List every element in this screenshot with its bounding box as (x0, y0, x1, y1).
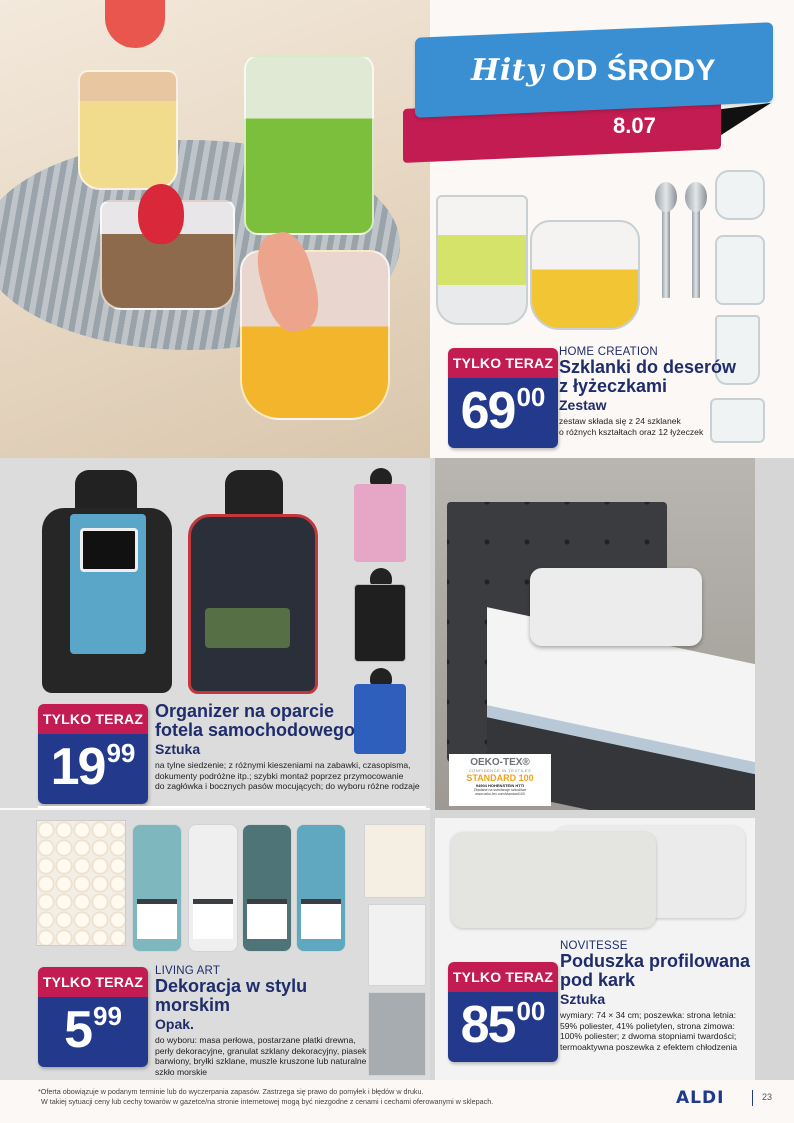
neck-pillow-section (430, 818, 794, 1080)
strawberry-image (138, 184, 184, 244)
dark-granulate-jar-image (242, 824, 292, 952)
product-brand: LIVING ART (155, 965, 221, 977)
wood-flakes-bag-image (368, 904, 426, 986)
product-brand: NOVITESSE (560, 940, 628, 952)
product-unit: Zestaw (559, 397, 607, 413)
page-number: 23 (762, 1092, 773, 1102)
pearls-box-image (36, 820, 126, 946)
small-glass-image (715, 170, 765, 220)
section-divider (38, 806, 426, 808)
tag-label: TYLKO TERAZ (448, 348, 558, 378)
drink-glass-image (105, 0, 165, 48)
price: 19 99 (38, 734, 148, 804)
car-organizer-section (0, 458, 430, 808)
product-unit: Opak. (155, 1016, 194, 1032)
page-separator (752, 1090, 753, 1106)
product-unit: Sztuka (155, 741, 201, 757)
mug-glass-image (715, 235, 765, 305)
promo-date: 8.07 (613, 112, 656, 138)
promo-banner (415, 22, 773, 118)
footed-glass-image (436, 195, 528, 325)
footer (0, 1080, 794, 1123)
oeko-tex-badge: OEKO-TEX® CONFIDENCE IN TEXTILES STANDARD 100 94904 HOHENSTEIN HTTI Zbadane na substancje szkodliwe www.oeko-tex.com/standard100 (449, 754, 551, 806)
product-name: Dekoracja w stylu morskim (155, 976, 308, 1015)
disclaimer: *Oferta obowiązuje w podanym terminie lub do wyczerpania zapasów. Zastrzega się prawo do pomyłek i błędów w druku. W takiej sytuacji ceny lub cechy towarów w gazetce/na stronie internetowej mogą być niezgodne z cenami i cechami oferowanymi w sklepach. (38, 1087, 494, 1106)
tag-label: TYLKO TERAZ (38, 967, 148, 997)
glass-granulate-jar-image (132, 824, 182, 952)
product-info (559, 346, 789, 437)
product-info (155, 965, 370, 1077)
price: 69 00 (448, 378, 558, 448)
price-tag (448, 348, 558, 448)
white-sand-jar-image (188, 824, 238, 952)
sea-decoration-section (0, 810, 430, 1080)
shells-bag-image (364, 824, 426, 898)
product-description: wymiary: 74 × 34 cm; poszewka: strona letnia: 59% poliester, 41% polietylen, strona zimowa: 100% poliester; z dwoma stopniami twardości; termoaktywna poszewka z efektem chłodzenia (560, 1010, 738, 1052)
product-brand: HOME CREATION (559, 346, 658, 358)
product-description: na tylne siedzenie; z różnymi kieszeniami na zabawki, czasopisma, dokumenty podróżne itp.; szybki montaż poprzez przymocowanie do zagłówka i bocznych pasów mocujących; do wyboru różne rodzaje (155, 760, 420, 792)
bed-pillow-photo-section (430, 458, 794, 818)
bed-photo (435, 458, 755, 810)
product-description: zestaw składa się z 24 szklanek o różnych kształtach oraz 12 łyżeczek (559, 416, 704, 437)
tag-label: TYLKO TERAZ (38, 704, 148, 734)
price: 5 99 (38, 997, 148, 1067)
sea-glass-bag-image (368, 992, 426, 1076)
tag-label: TYLKO TERAZ (448, 962, 558, 992)
fork-spoon-icon (692, 188, 700, 298)
price-tag (38, 704, 148, 804)
price-tag (448, 962, 558, 1062)
aldi-logo: ALDI (676, 1088, 725, 1108)
dessert-glasses-section (0, 0, 794, 458)
product-unit: Sztuka (560, 991, 606, 1007)
jar-glass-image (244, 55, 374, 235)
pillow-image (530, 568, 702, 646)
blue-sand-jar-image (296, 824, 346, 952)
product-name: Poduszka profilowana pod kark (560, 951, 751, 990)
dessert-food-photo (0, 0, 430, 458)
product-name: Organizer na oparcie fotela samochodowego (155, 701, 356, 740)
product-description: do wyboru: masa perłowa, postarzane płatki drewna, perły dekoracyjne, granulat szklany dekoracyjny, piasek barwiony, bryłki szklane, muszle kruszone lub naturalne szkło morskie (155, 1035, 367, 1077)
product-info (560, 940, 760, 1052)
price: 85 00 (448, 992, 558, 1062)
price-tag (38, 967, 148, 1067)
product-name: Szklanki do deserów z łyżeczkami (559, 357, 737, 396)
pillow-front-image (451, 832, 656, 928)
tumbler-glass-image (530, 220, 640, 330)
banner-title: Hity OD ŚRODY (471, 52, 717, 88)
spoon-icon (662, 188, 670, 298)
product-info (155, 702, 425, 792)
dessert-glass-image (78, 70, 178, 190)
